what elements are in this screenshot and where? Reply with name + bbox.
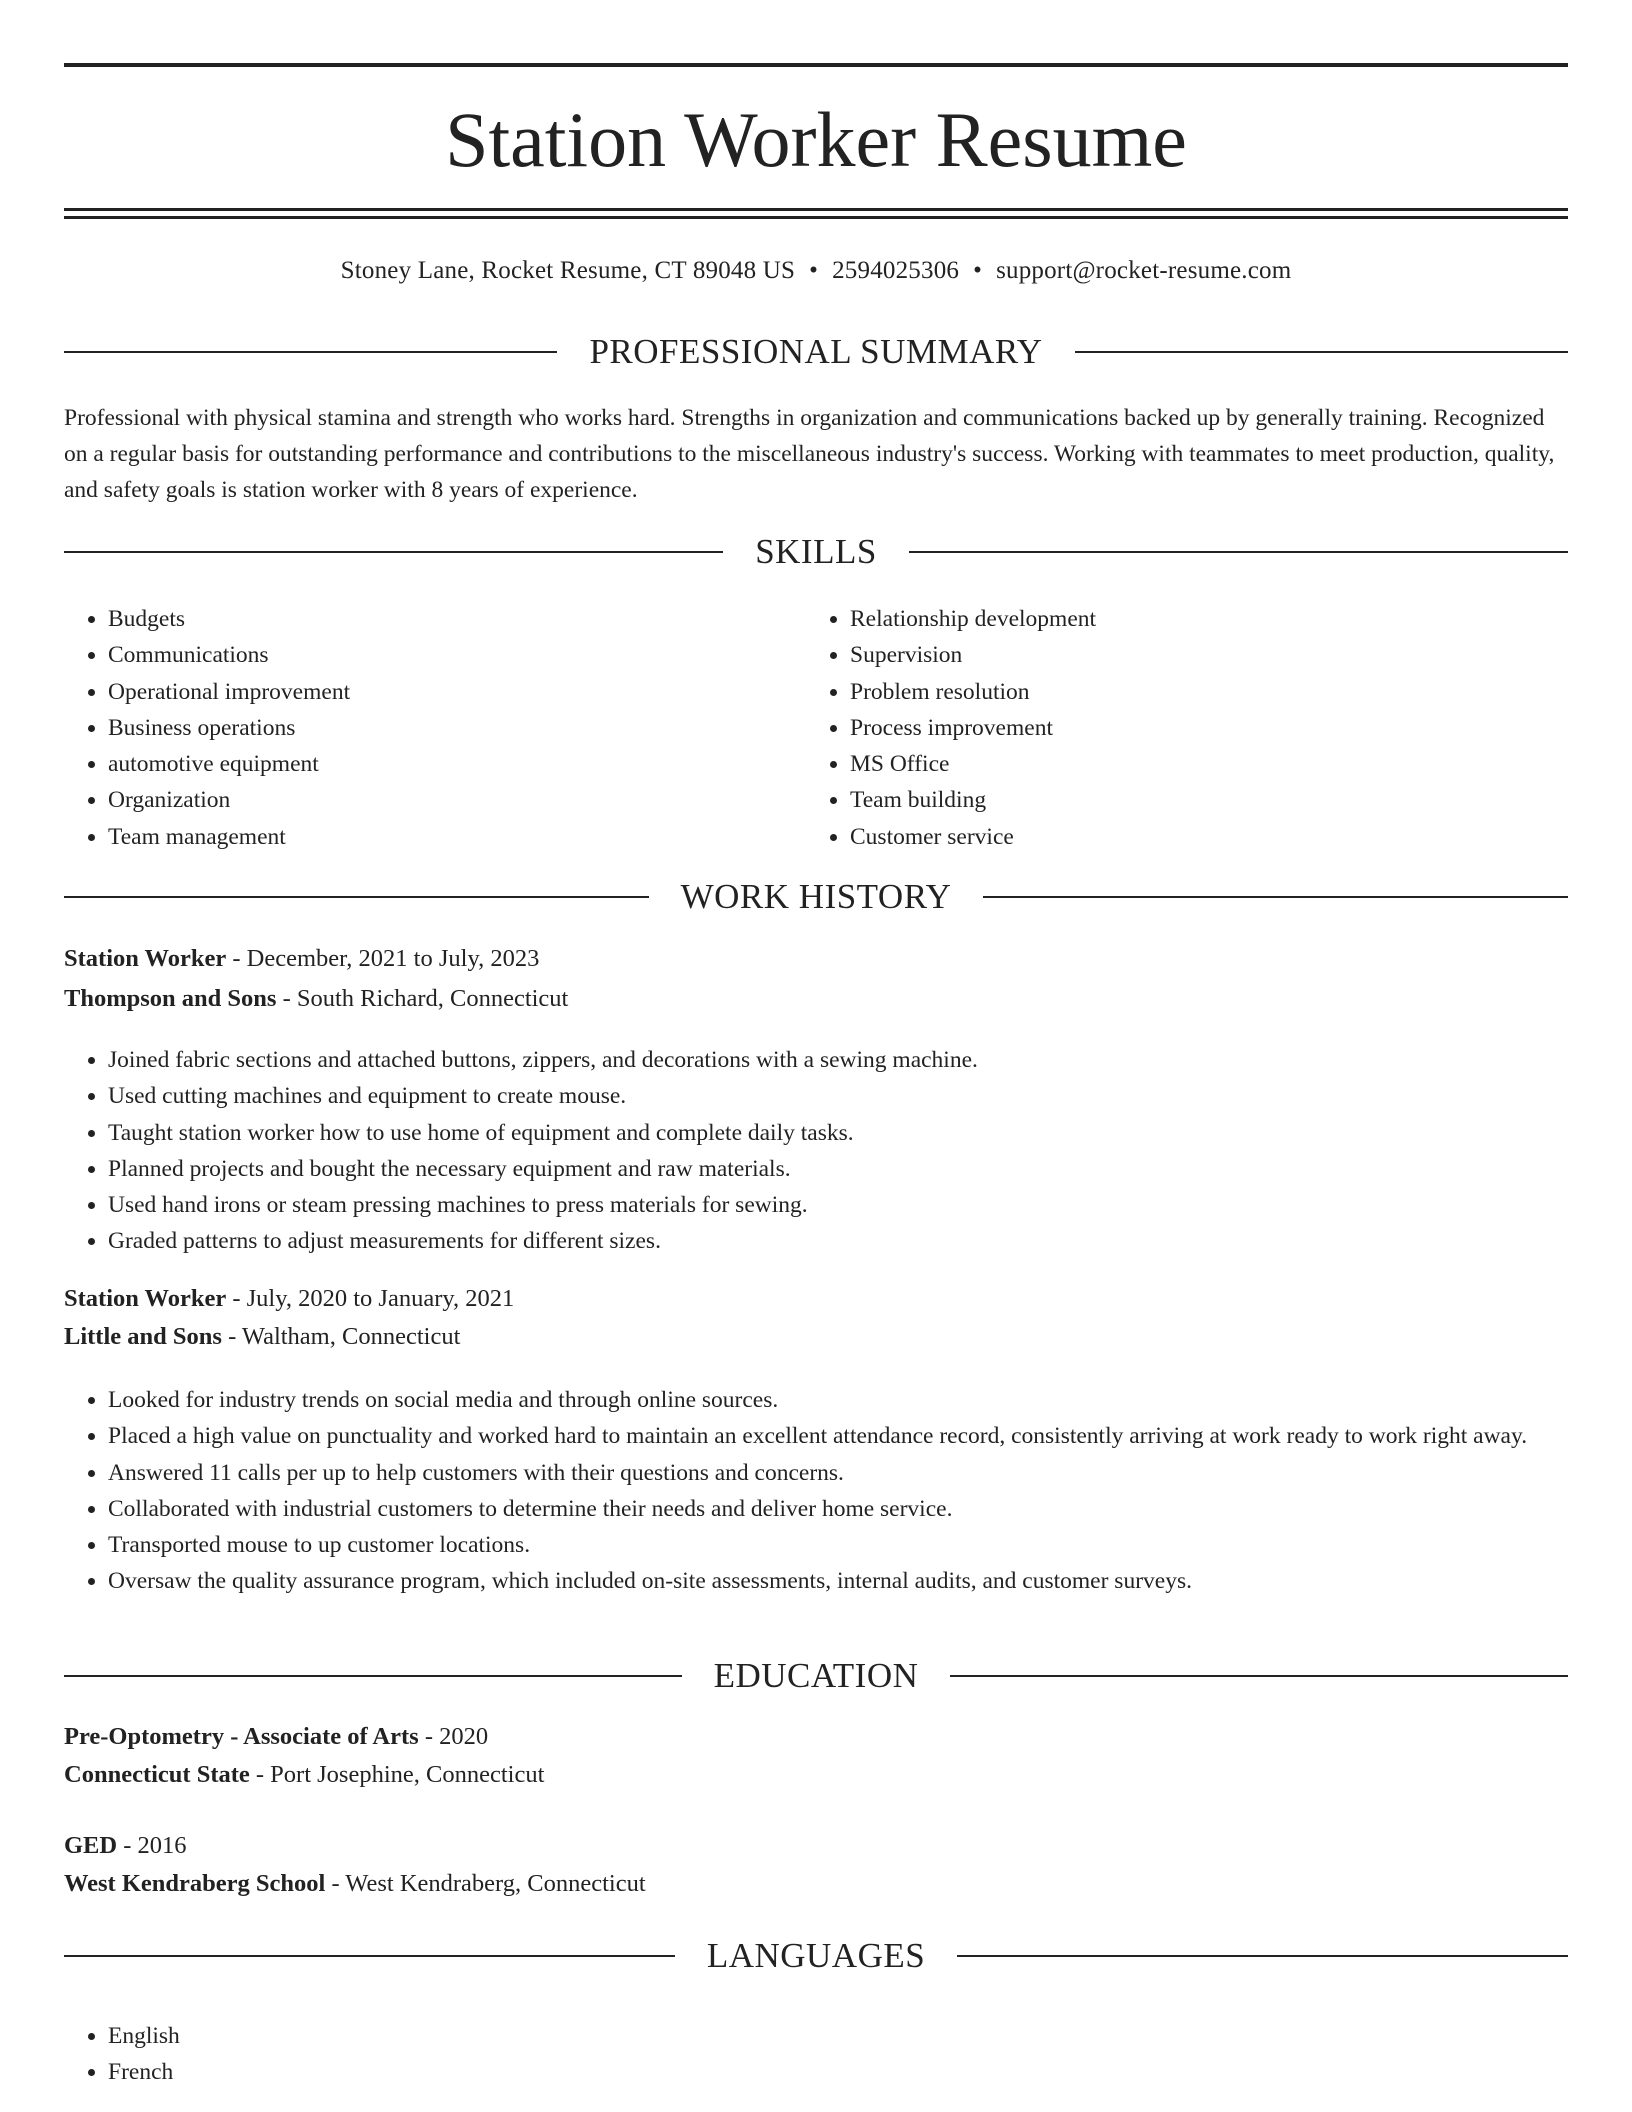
summary-text: Professional with physical stamina and strength who works hard. Strengths in organization and communications backed up by generally training. Recognized on a regular basis for outstanding performance and contributions to the miscellaneous industry's success. Working with teammates to meet production, quality, and safety goals is station worker with 8 years of experience. xyxy=(64,405,1555,503)
heading-rule-right xyxy=(1075,351,1568,353)
list-item: • English xyxy=(108,2018,764,2054)
section-title: SKILLS xyxy=(755,532,877,571)
list-item: • automotive equipment xyxy=(108,746,764,782)
education-degree: Pre-Optometry - Associate of Arts xyxy=(64,1723,419,1750)
heading-rule-right xyxy=(983,896,1568,898)
job-location: - South Richard, Connecticut xyxy=(276,985,569,1012)
job-company: Little and Sons xyxy=(64,1323,222,1350)
list-item: • Budgets xyxy=(108,601,764,637)
list-item: • Supervision xyxy=(850,637,1506,673)
header-double-rule-lower xyxy=(64,216,1568,219)
list-item: • Planned projects and bought the necessary equipment and raw materials. xyxy=(108,1151,1568,1187)
contact-phone: 2594025306 xyxy=(832,257,960,284)
job-company-line xyxy=(64,980,1568,1018)
list-item: • Placed a high value on punctuality and worked hard to maintain an excellent attendance record, consistently arriving at work ready to work right away. xyxy=(108,1418,1568,1454)
job-company-line xyxy=(64,1318,1568,1356)
list-item: • Graded patterns to adjust measurements for different sizes. xyxy=(108,1223,1568,1259)
section-title: EDUCATION xyxy=(713,1656,919,1695)
job-bullets xyxy=(64,1382,1568,1600)
heading-rule-left xyxy=(64,896,649,898)
job-location: - Waltham, Connecticut xyxy=(221,1323,461,1350)
list-item: • MS Office xyxy=(850,746,1506,782)
job-dates: - December, 2021 to July, 2023 xyxy=(226,945,540,972)
list-item: • French xyxy=(108,2054,764,2090)
section-title: LANGUAGES xyxy=(706,1936,926,1975)
list-item: • Taught station worker how to use home of equipment and complete daily tasks. xyxy=(108,1115,1568,1151)
section-heading-summary xyxy=(64,330,1568,374)
section-heading-education xyxy=(64,1654,1568,1698)
list-item: • Process improvement xyxy=(850,710,1506,746)
skills-list-right xyxy=(806,601,1506,855)
education-school: Connecticut State xyxy=(64,1761,250,1788)
contact-separator: • xyxy=(809,257,819,284)
heading-rule-right xyxy=(957,1955,1568,1957)
education-degree: GED xyxy=(64,1832,118,1859)
heading-rule-right xyxy=(950,1675,1568,1677)
heading-rule-right xyxy=(909,551,1568,553)
list-item: • Operational improvement xyxy=(108,674,764,710)
contact-email: support@rocket-resume.com xyxy=(996,257,1292,284)
list-item: • Communications xyxy=(108,637,764,673)
languages-column xyxy=(64,2018,764,2091)
heading-rule-left xyxy=(64,351,557,353)
list-item: • Used hand irons or steam pressing machines to press materials for sewing. xyxy=(108,1187,1568,1223)
education-year: - 2016 xyxy=(117,1832,187,1859)
list-item: • Oversaw the quality assurance program, which included on-site assessments, internal audits, and customer surveys. xyxy=(108,1563,1568,1599)
header-top-rule xyxy=(64,63,1568,67)
job-bullets xyxy=(64,1042,1568,1260)
section-heading-skills xyxy=(64,530,1568,574)
list-item: • Joined fabric sections and attached buttons, zippers, and decorations with a sewing machine. xyxy=(108,1042,1568,1078)
heading-rule-left xyxy=(64,1955,675,1957)
list-item: • Customer service xyxy=(850,819,1506,855)
list-item: • Relationship development xyxy=(850,601,1506,637)
skills-column-left xyxy=(64,601,764,855)
heading-rule-left xyxy=(64,551,723,553)
section-heading-languages xyxy=(64,1934,1568,1978)
list-item: • Collaborated with industrial customers to determine their needs and deliver home service. xyxy=(108,1491,1568,1527)
education-degree-line xyxy=(64,1718,1568,1756)
list-item: • Team building xyxy=(850,782,1506,818)
resume-title: Station Worker Resume xyxy=(445,96,1187,183)
job-bullet-list xyxy=(64,1382,1568,1600)
languages-list xyxy=(64,2018,764,2091)
education-school-line xyxy=(64,1756,1568,1794)
job-title: Station Worker xyxy=(64,945,227,972)
header-double-rule-upper xyxy=(64,208,1568,211)
job-company: Thompson and Sons xyxy=(64,985,277,1012)
heading-rule-left xyxy=(64,1675,682,1677)
list-item: • Organization xyxy=(108,782,764,818)
contact-separator: • xyxy=(973,257,983,284)
education-location: - Port Josephine, Connecticut xyxy=(249,1761,545,1788)
section-heading-work-history xyxy=(64,875,1568,919)
education-location: - West Kendraberg, Connecticut xyxy=(325,1870,646,1897)
contact-address: Stoney Lane, Rocket Resume, CT 89048 US xyxy=(340,257,796,284)
job-title-line xyxy=(64,1280,1568,1318)
list-item: • Answered 11 calls per up to help customers with their questions and concerns. xyxy=(108,1455,1568,1491)
list-item: • Team management xyxy=(108,819,764,855)
education-school: West Kendraberg School xyxy=(64,1870,326,1897)
list-item: • Used cutting machines and equipment to create mouse. xyxy=(108,1078,1568,1114)
skills-column-right xyxy=(806,601,1506,855)
list-item: • Problem resolution xyxy=(850,674,1506,710)
list-item: • Looked for industry trends on social media and through online sources. xyxy=(108,1382,1568,1418)
job-title-line xyxy=(64,940,1568,978)
section-title: PROFESSIONAL SUMMARY xyxy=(589,332,1043,371)
section-title: WORK HISTORY xyxy=(680,877,952,916)
list-item: • Business operations xyxy=(108,710,764,746)
education-degree-line xyxy=(64,1827,1568,1865)
list-item: • Transported mouse to up customer locations. xyxy=(108,1527,1568,1563)
job-title: Station Worker xyxy=(64,1285,227,1312)
contact-line xyxy=(64,254,1568,288)
education-school-line xyxy=(64,1865,1568,1903)
skills-list-left xyxy=(64,601,764,855)
education-year: - 2020 xyxy=(418,1723,489,1750)
job-dates: - July, 2020 to January, 2021 xyxy=(226,1285,515,1312)
job-bullet-list xyxy=(64,1042,1568,1260)
